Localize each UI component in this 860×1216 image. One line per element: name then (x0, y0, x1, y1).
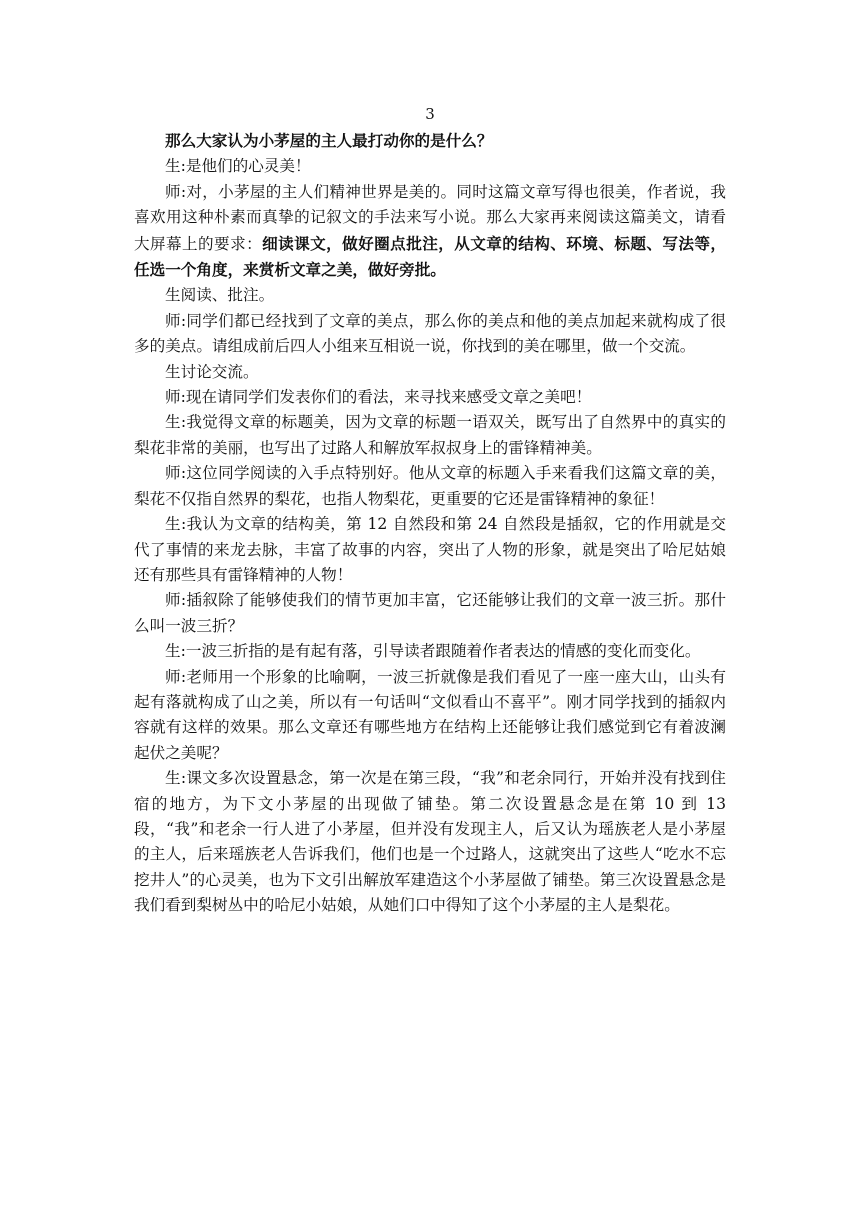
student-action-paragraph: 生阅读、批注。 (165, 286, 275, 305)
teacher-paragraph: 师:同学们都已经找到了文章的美点，那么你的美点和他的美点加起来就构成了很多的美点。请组成前后四人小组来互相说一说，你找到的美在哪里，做一个交流。 (134, 311, 726, 356)
student-answer-paragraph: 生:我觉得文章的标题美，因为文章的标题一语双关，既写出了自然界中的真实的梨花非常的美丽，也写出了过路人和解放军叔叔身上的雷锋精神美。 (134, 413, 726, 457)
question-paragraph: 那么大家认为小茅屋的主人最打动你的是什么？ (165, 131, 493, 150)
page-number: 3 (425, 105, 435, 123)
document-body (134, 128, 726, 919)
teacher-instruction-paragraph: 师:对，小茅屋的主人们精神世界是美的。同时这篇文章写得也很美，作者说，我喜欢用这种朴素而真挚的记叙文的手法来写小说。那么大家再来阅读这篇美文，请看大屏幕上的要求：细读课文，做好圈点批注，从文章的结构、环境、标题、写法等，任选一个角度，来赏析文章之美，做好旁批。 (134, 182, 726, 280)
teacher-paragraph: 师:插叙除了能够使我们的情节更加丰富，它还能够让我们的文章一波三折。那什么叫一波三折？ (134, 591, 726, 635)
teacher-paragraph: 师:现在请同学们发表你们的看法，来寻找来感受文章之美吧！ (165, 388, 592, 407)
teacher-paragraph: 师:老师用一个形象的比喻啊，一波三折就像是我们看见了一座一座大山，山头有起有落就构成了山之美，所以有一句话叫“文似看山不喜平”。刚才同学找到的插叙内容就有这样的效果。那么文章还有哪些地方在结构上还能够让我们感觉到它有着波澜起伏之美呢？ (134, 667, 726, 762)
student-answer-paragraph: 生:我认为文章的结构美，第 12 自然段和第 24 自然段是插叙，它的作用就是交代了事情的来龙去脉，丰富了故事的内容，突出了人物的形象，就是突出了哈尼姑娘还有那些具有雷锋精神的人物！ (134, 515, 726, 584)
task-requirement: 细读课文，做好圈点批注，从文章的结构、环境、标题、写法等，任选一个角度，来赏析文章之美，做好旁批。 (134, 233, 726, 280)
student-answer-paragraph: 生:课文多次设置悬念，第一次是在第三段，“我”和老余同行，开始并没有找到住宿的地方，为下文小茅屋的出现做了铺垫。第二次设置悬念是在第 10 到 13 段，“我”和老余一行人进了小茅屋，但并没有发现主人，后又认为瑶族老人是小茅屋的主人，后来瑶族老人告诉我们，他们也是一个过路人，这就突出了这些人“吃水不忘挖井人”的心灵美，也为下文引出解放军建造这个小茅屋做了铺垫。第三次设置悬念是我们看到梨树丛中的哈尼小姑娘，从她们口中得知了这个小茅屋的主人是梨花。 (134, 769, 726, 915)
teacher-paragraph: 师:这位同学阅读的入手点特别好。他从文章的标题入手来看我们这篇文章的美，梨花不仅指自然界的梨花，也指人物梨花，更重要的它还是雷锋精神的象征！ (134, 464, 726, 508)
student-answer-paragraph: 生:是他们的心灵美！ (165, 157, 311, 176)
student-action-paragraph: 生讨论交流。 (165, 362, 259, 381)
student-answer-paragraph: 生:一波三折指的是有起有落，引导读者跟随着作者表达的情感的变化而变化。 (165, 642, 701, 661)
